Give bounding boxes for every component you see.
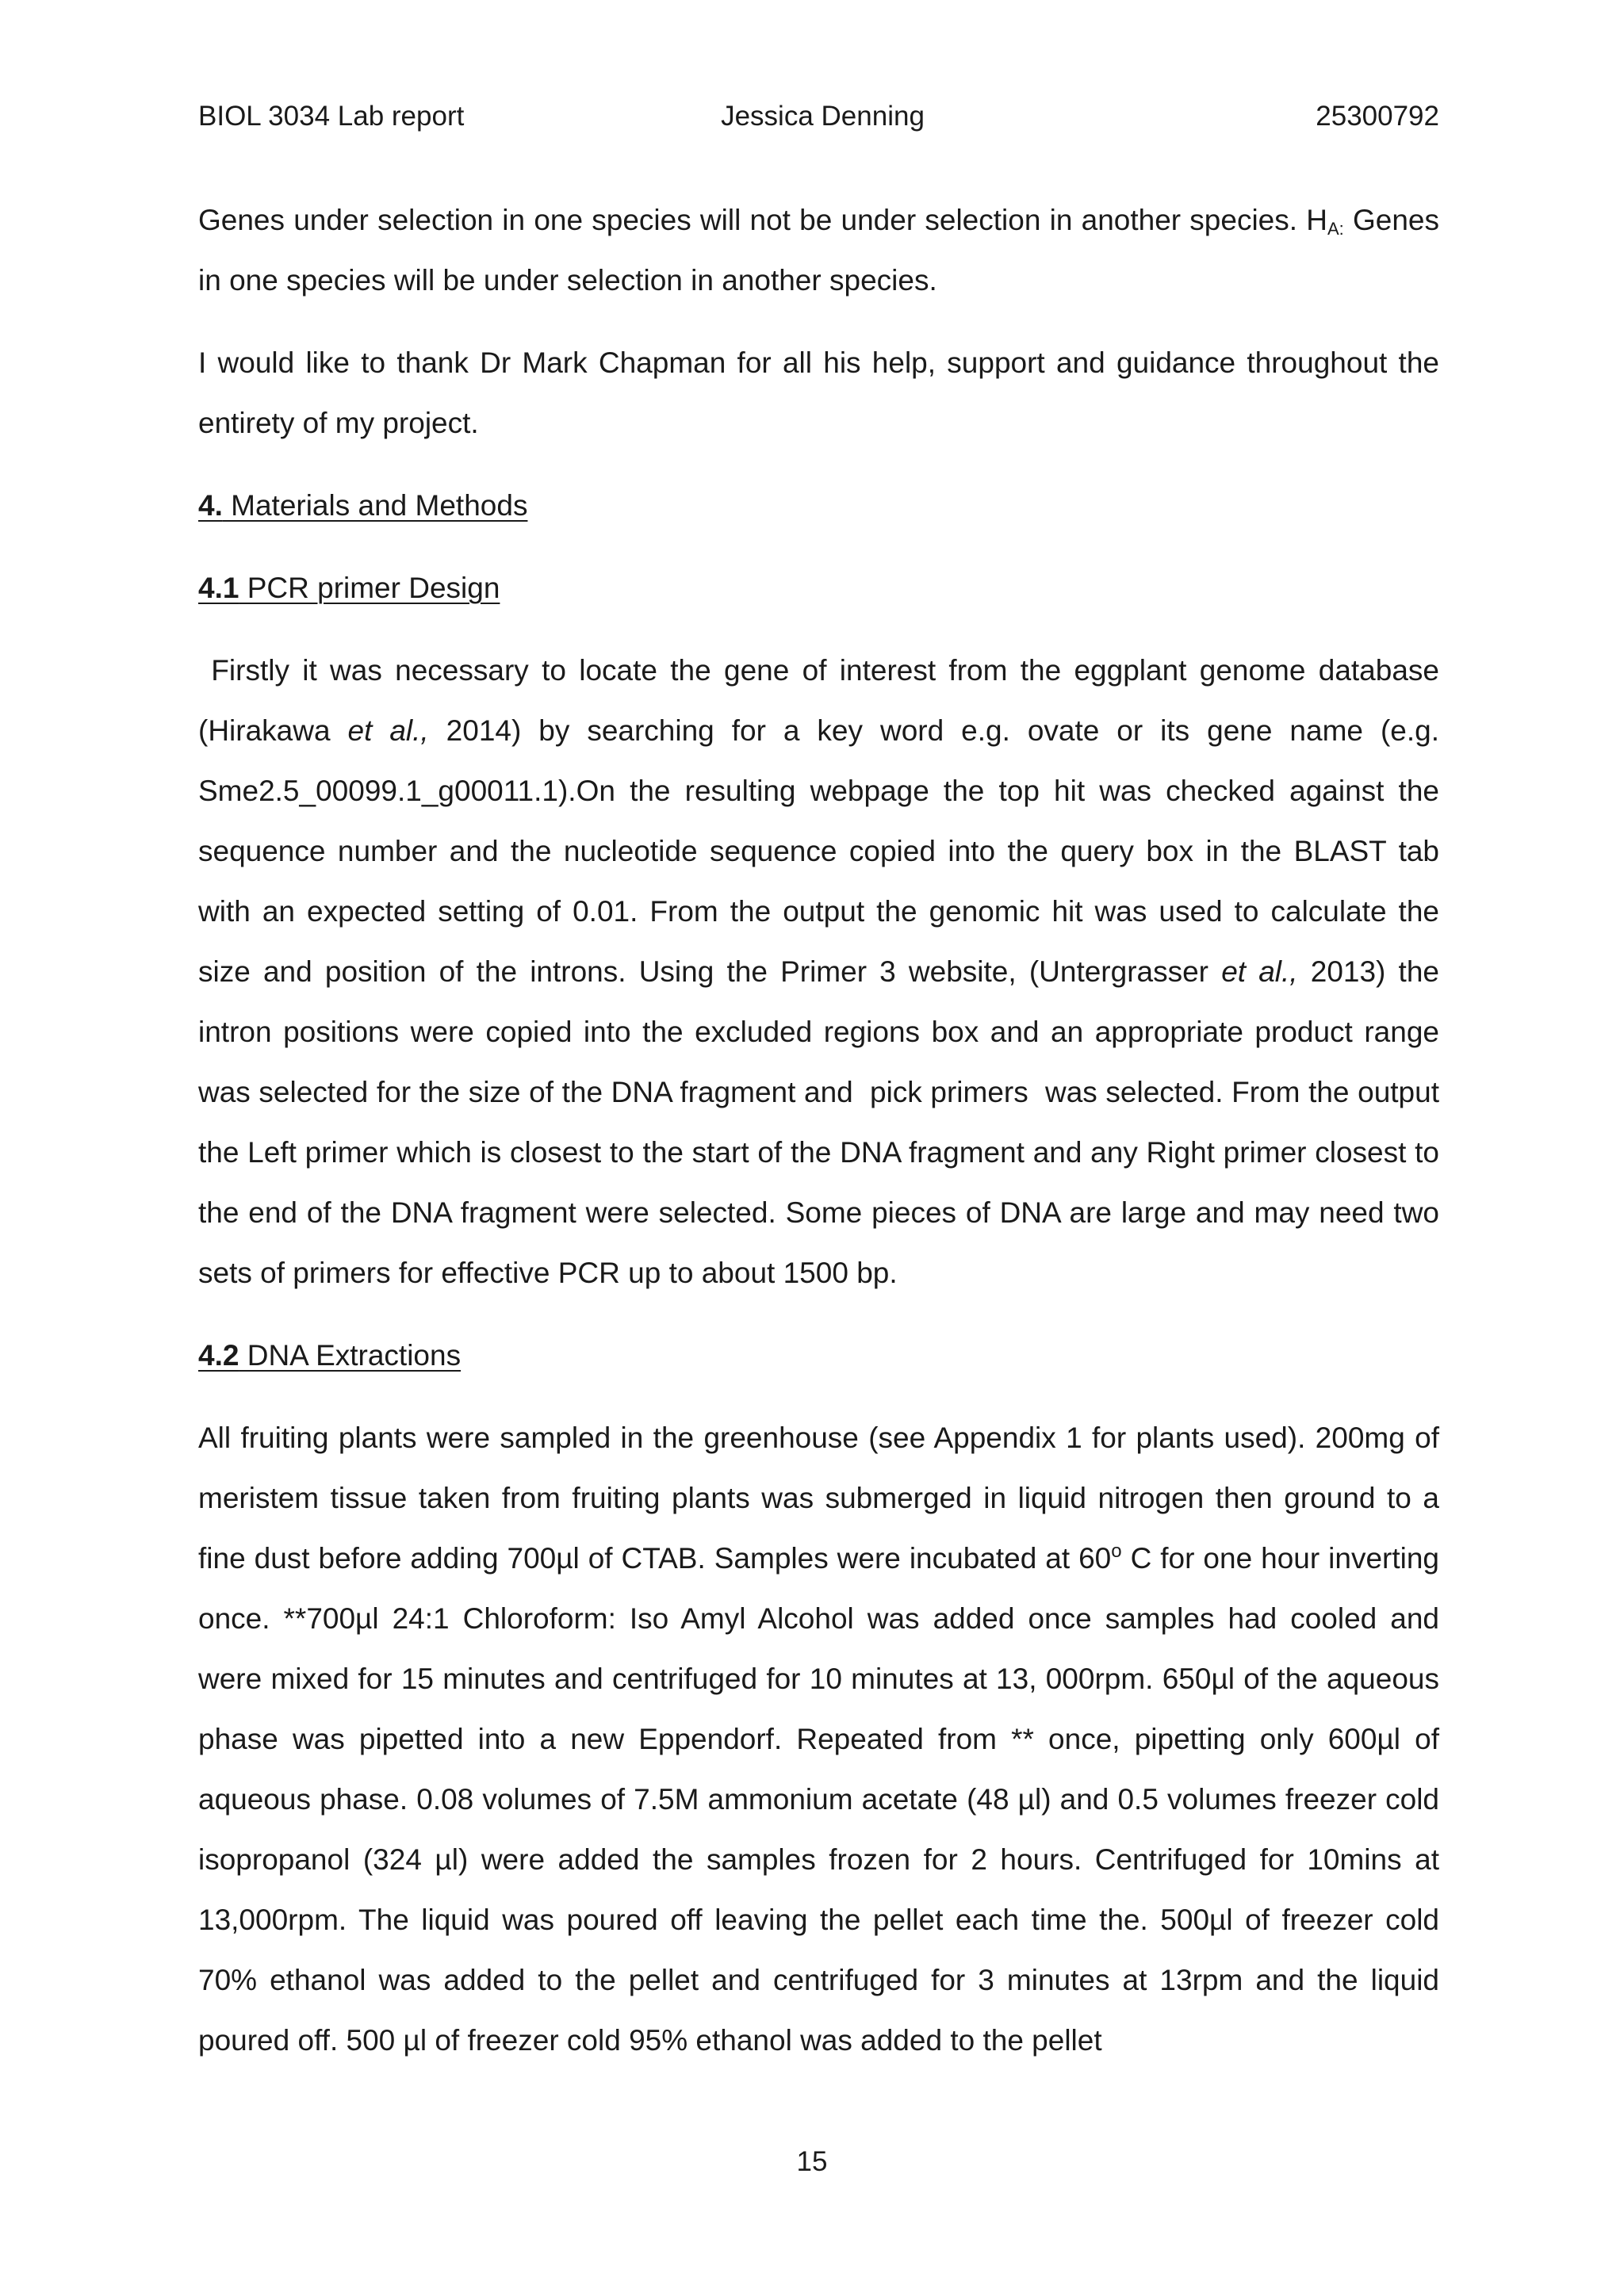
- section-heading-materials-methods: 4. Materials and Methods: [198, 489, 528, 522]
- section-heading-dna-extractions: 4.2 DNA Extractions: [198, 1339, 462, 1372]
- header-student-id: 25300792: [1316, 101, 1439, 132]
- section-heading-pcr-primer-design: 4.1 PCR primer Design: [198, 572, 500, 604]
- page-header: [198, 97, 1439, 136]
- header-course: BIOL 3034 Lab report: [198, 101, 465, 132]
- page-body: [198, 190, 1439, 2093]
- degree-superscript: o: [1111, 1540, 1122, 1562]
- paragraph-pcr-primer-design: Firstly it was necessary to locate the gene of interest from the eggplant genome database (Hirakawa et al., 2014) by searching for a key word e.g. ovate or its gene name (e.g. Sme2.5_00099.1_g00011.1).On the resulting webpage the top hit was checked against the sequence number and the nucleotide sequence copied into the query box in the BLAST tab with an expected setting of 0.01. From the output the genomic hit was used to calculate the size and position of the introns. Using the Primer 3 website, (Untergrasser et al., 2013) the intron positions were copied into the excluded regions box and an appropriate product range was selected for the size of the DNA fragment and pick primers was selected. From the output the Left primer which is closest to the start of the DNA fragment and any Right primer closest to the end of the DNA fragment were selected. Some pieces of DNA are large and may need two sets of primers for effective PCR up to about 1500 bp.: [198, 654, 1439, 1289]
- paragraph-acknowledgement: I would like to thank Dr Mark Chapman for all his help, support and guidance throughout the entirety of my project.: [198, 346, 1439, 439]
- page-number: 15: [796, 2146, 828, 2177]
- paragraph-dna-extractions: All fruiting plants were sampled in the greenhouse (see Appendix 1 for plants used). 200mg of meristem tissue taken from fruiting plants was submerged in liquid nitrogen then ground to a fine dust before adding 700µl of CTAB. Samples were incubated at 60$^o$ C for one hour inverting once. **700µl 24:1 Chloroform: Iso Amyl Alcohol was added once samples had cooled and were mixed for 15 minutes and centrifuged for 10 minutes at 13, 000rpm. 650µl of the aqueous phase was pipetted into a new Eppendorf. Repeated from ** once, pipetting only 600µl of aqueous phase. 0.08 volumes of 7.5M ammonium acetate (48 µl) and 0.5 volumes freezer cold isopropanol (324 µl) were added the samples frozen for 2 hours. Centrifuged for 10mins at 13,000rpm. The liquid was poured off leaving the pellet each time the. 500µl of freezer cold 70% ethanol was added to the pellet and centrifuged for 3 minutes at 13rpm and the liquid poured off. 500 µl of freezer cold 95% ethanol was added to the pellet: [198, 1422, 1439, 2057]
- header-author: Jessica Denning: [721, 101, 925, 132]
- paragraph-hypothesis: Genes under selection in one species will not be under selection in another species. $H_{A:}$ Genes in one species will be under selection in another species.: [198, 204, 1440, 297]
- hypothesis-subscript: A:: [1327, 219, 1344, 239]
